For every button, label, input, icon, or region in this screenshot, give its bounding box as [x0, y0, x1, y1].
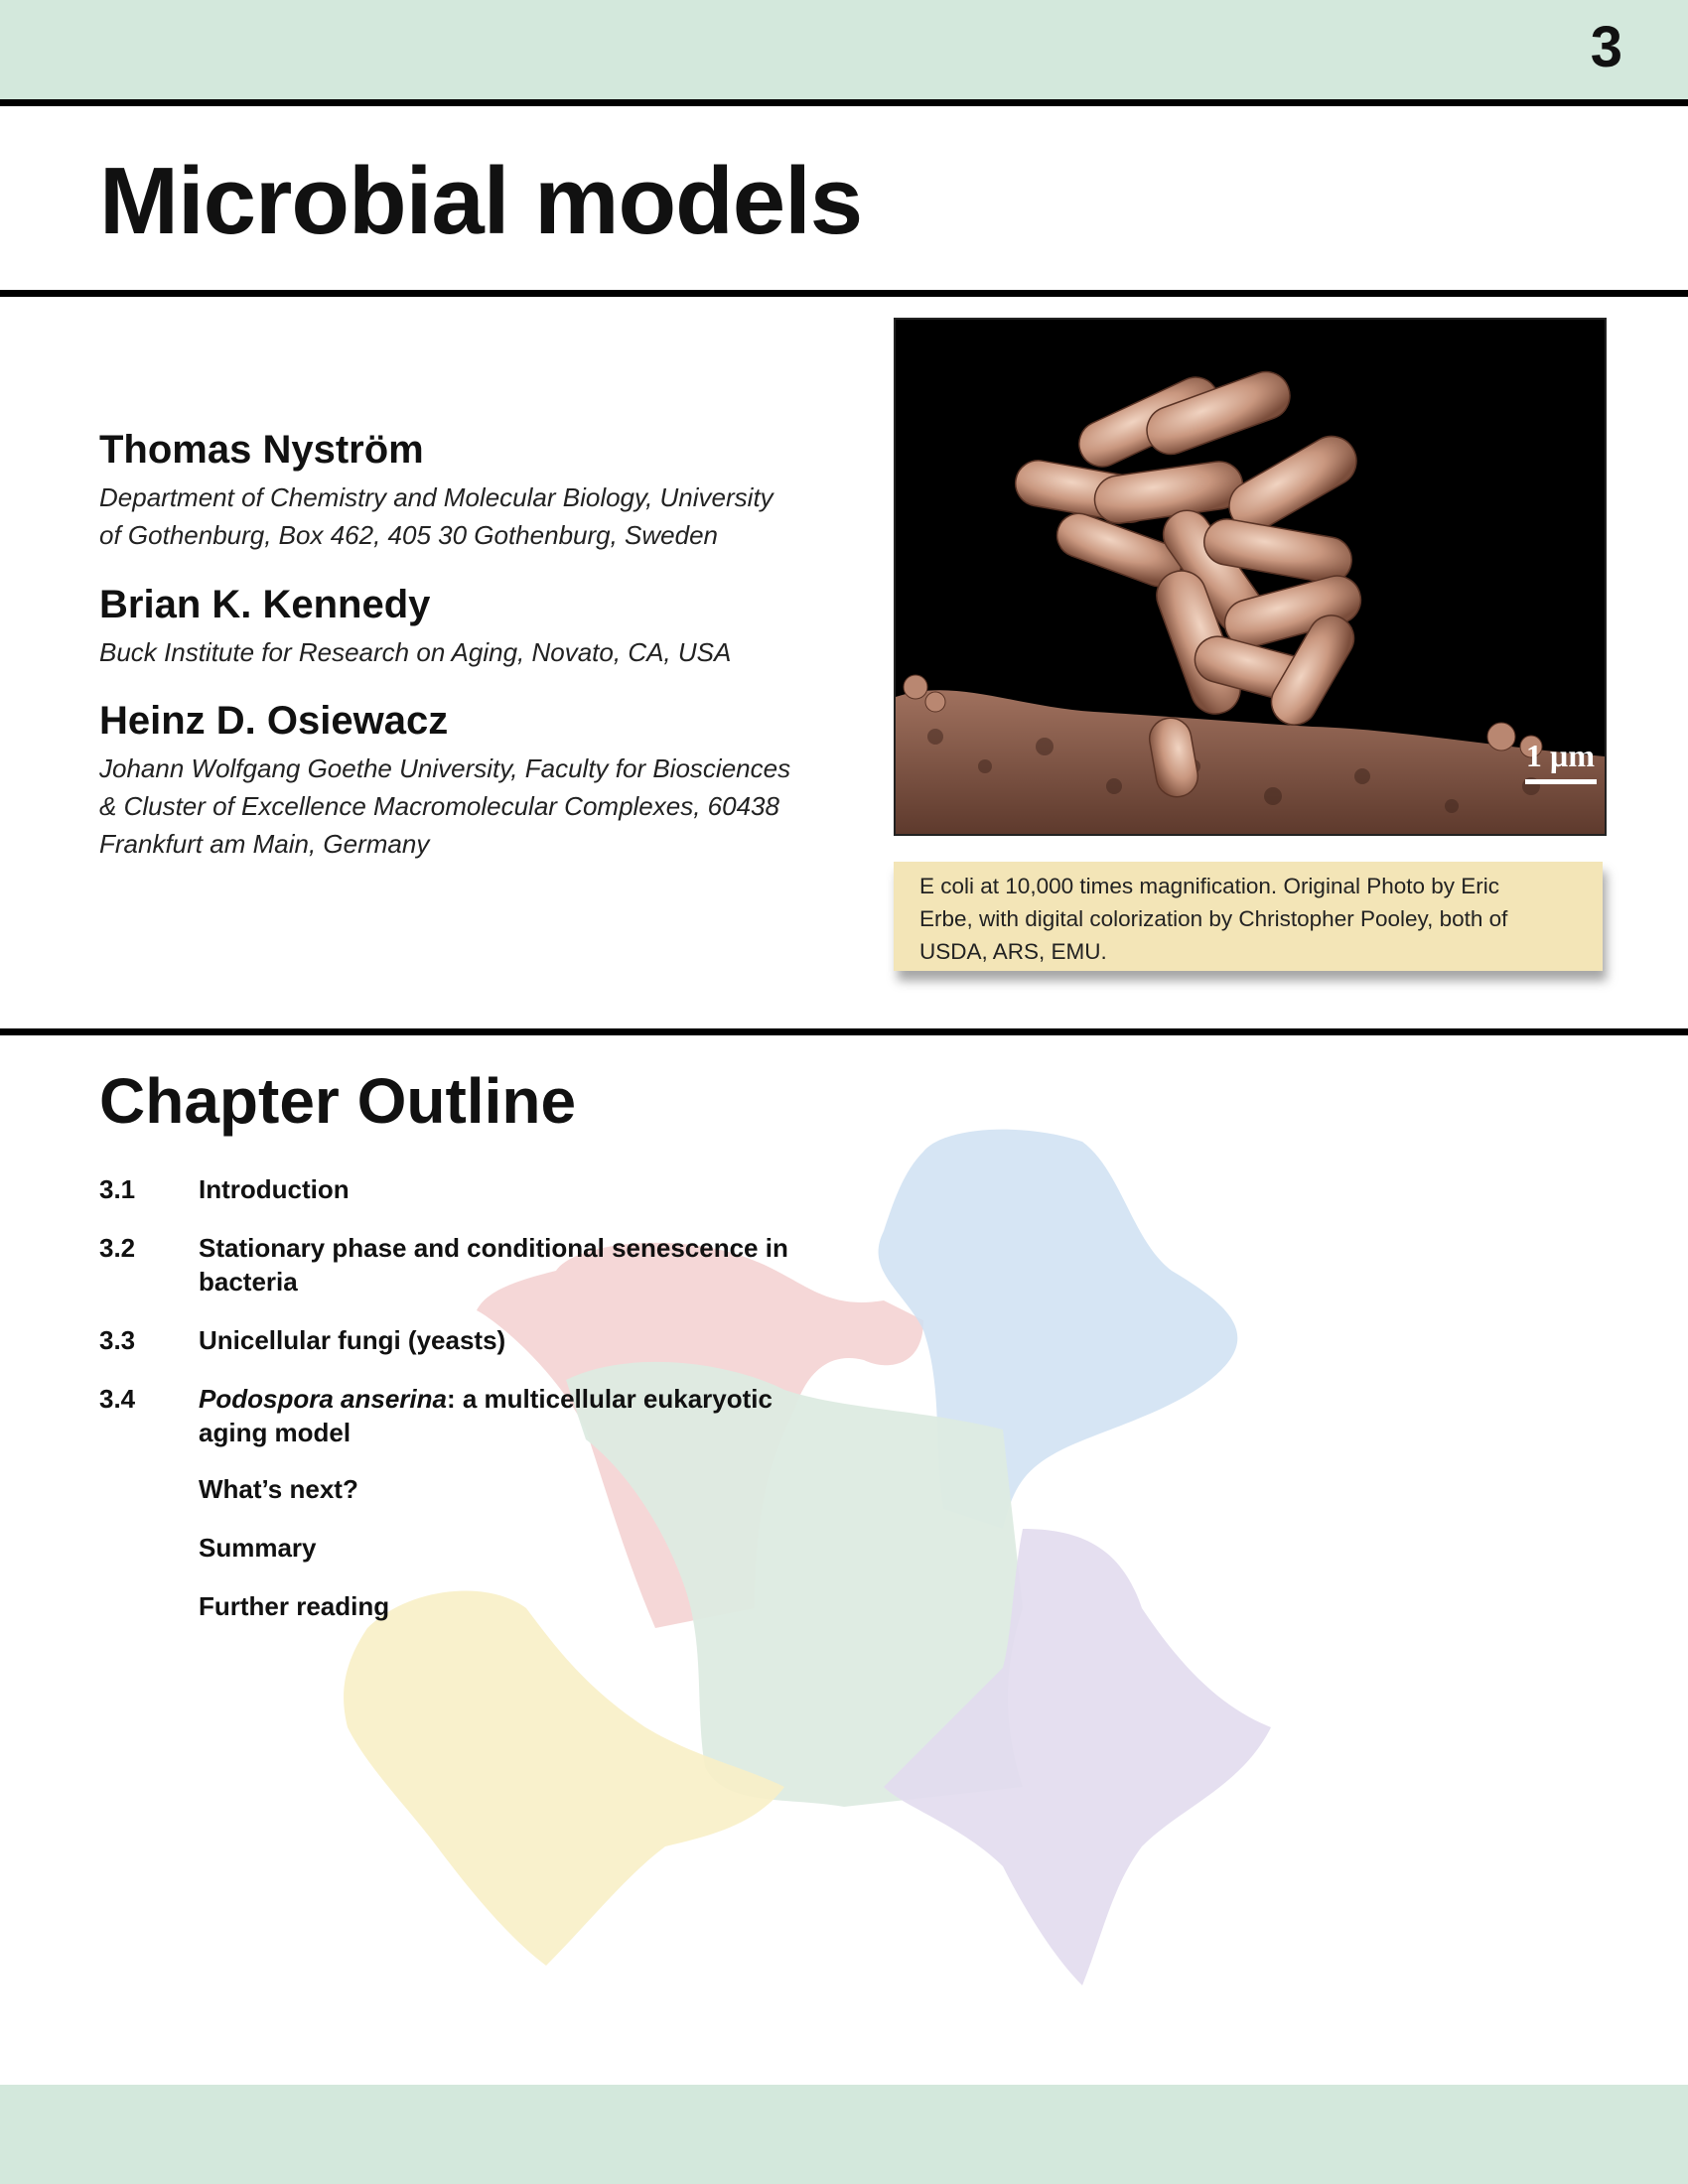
outline-title: Unicellular fungi (yeasts) — [199, 1325, 506, 1355]
chapter-number: 3 — [1590, 15, 1622, 79]
author-affiliation — [99, 750, 854, 863]
species-name: Podospora anserina — [199, 1384, 447, 1414]
outline-heading: Chapter Outline — [99, 1065, 577, 1137]
section-rule — [0, 1028, 1688, 1035]
outline-title: Summary — [199, 1533, 317, 1563]
outline-line: bacteria — [199, 1267, 298, 1297]
scale-label: 1 µm — [1525, 738, 1595, 773]
scale-bar — [1525, 779, 1597, 784]
outline-line — [199, 1382, 834, 1416]
caption-text — [919, 870, 1585, 968]
outline-number: 3.2 — [99, 1233, 136, 1263]
footer-band — [0, 2085, 1688, 2184]
affiliation-line: Johann Wolfgang Goethe University, Faculty for Biosciences — [99, 753, 791, 783]
outline-number: 3.3 — [99, 1325, 136, 1355]
header-band — [0, 0, 1688, 99]
author-block — [99, 427, 854, 554]
author-name: Thomas Nyström — [99, 428, 424, 472]
author-block — [99, 582, 854, 671]
outline-number: 3.4 — [99, 1384, 136, 1414]
affiliation-line: & Cluster of Excellence Macromolecular Complexes, 60438 — [99, 791, 779, 821]
author-name: Heinz D. Osiewacz — [99, 699, 449, 743]
caption-line: E coli at 10,000 times magnification. Original Photo by Eric — [919, 874, 1500, 898]
author-affiliation — [99, 478, 854, 554]
chapter-title: Microbial models — [99, 148, 863, 254]
outline-number: 3.1 — [99, 1174, 136, 1204]
author-block — [99, 698, 854, 863]
affiliation-line: Buck Institute for Research on Aging, Novato, CA, USA — [99, 637, 732, 667]
outline-line: Stationary phase and conditional senescence in — [199, 1233, 788, 1263]
top-rule — [0, 99, 1688, 106]
affiliation-line: of Gothenburg, Box 462, 405 30 Gothenburg, Sweden — [99, 520, 719, 550]
affiliation-line: Frankfurt am Main, Germany — [99, 829, 430, 859]
outline-title — [199, 1382, 834, 1449]
author-affiliation — [99, 633, 854, 671]
author-name: Brian K. Kennedy — [99, 583, 431, 626]
outline-line-rest: : a multicellular eukaryotic — [446, 1384, 773, 1414]
outline-title: What’s next? — [199, 1474, 358, 1504]
caption-line: Erbe, with digital colorization by Christopher Pooley, both of — [919, 906, 1508, 931]
outline-title — [199, 1231, 834, 1298]
micrograph-image — [896, 320, 1605, 834]
title-rule — [0, 290, 1688, 297]
caption-line: USDA, ARS, EMU. — [919, 939, 1107, 964]
outline-title: Further reading — [199, 1591, 390, 1621]
figure-caption — [894, 862, 1603, 971]
ecoli-micrograph — [894, 318, 1607, 836]
outline-title: Introduction — [199, 1174, 350, 1204]
affiliation-line: Department of Chemistry and Molecular Biology, University — [99, 482, 774, 512]
outline-line: aging model — [199, 1418, 352, 1447]
